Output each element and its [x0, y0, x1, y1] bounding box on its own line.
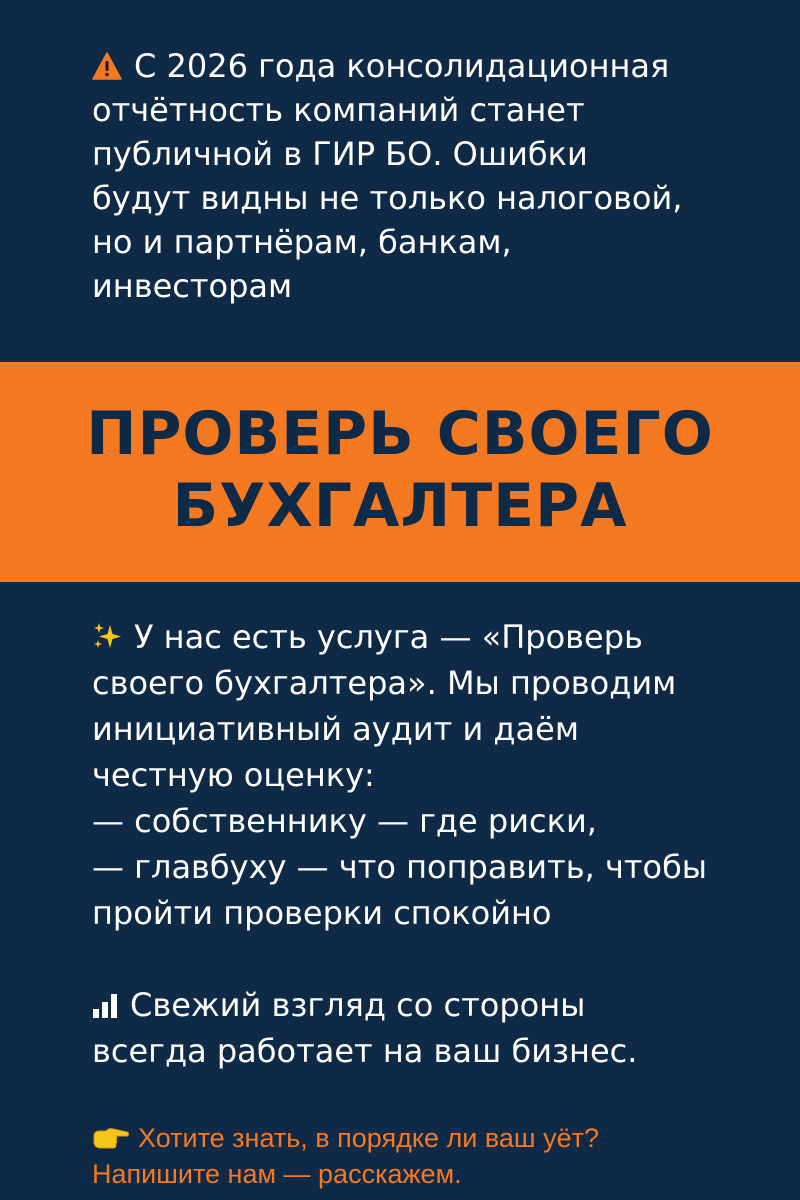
service-line: честную оценку: [92, 756, 375, 794]
warning-line: инвесторам [92, 267, 293, 305]
service-line: своего бухгалтера». Мы проводим [92, 664, 677, 702]
warning-line: публичной в ГИР БО. Ошибки [92, 135, 588, 173]
fresh-look-text [92, 982, 772, 1074]
warning-text [92, 44, 752, 308]
fresh-line: всегда работает на ваш бизнес. [92, 1032, 638, 1070]
cta-line: Хотите знать, в порядке ли ваш уёт? [138, 1123, 599, 1153]
warning-line: но и партнёрам, банкам, [92, 223, 512, 261]
bar-chart-icon [92, 994, 118, 1018]
warning-line: отчётность компаний станет [92, 91, 585, 129]
service-line: пройти проверки спокойно [92, 894, 552, 932]
service-line: У нас есть услуга — «Проверь [134, 618, 643, 656]
service-line: — главбуху — что поправить, чтобы [92, 848, 708, 886]
warning-line: будут видны не только налоговой, [92, 179, 683, 217]
warning-icon [92, 52, 122, 80]
service-description [92, 614, 772, 936]
headline-line-1: ПРОВЕРЬ СВОЕГО [86, 399, 714, 469]
sparkles-icon [92, 621, 124, 651]
cta-line: Напишите нам — расскажем. [92, 1159, 462, 1189]
headline-line-2: БУХГАЛТЕРА [172, 471, 628, 541]
warning-line: С 2026 года консолидационная [134, 47, 670, 85]
headline-title [0, 398, 800, 542]
service-line: — собственнику — где риски, [92, 802, 597, 840]
service-line: инициативный аудит и даём [92, 710, 579, 748]
fresh-line: Свежий взгляд со стороны [130, 986, 586, 1024]
pointing-hand-icon [92, 1126, 130, 1150]
call-to-action [92, 1120, 782, 1192]
